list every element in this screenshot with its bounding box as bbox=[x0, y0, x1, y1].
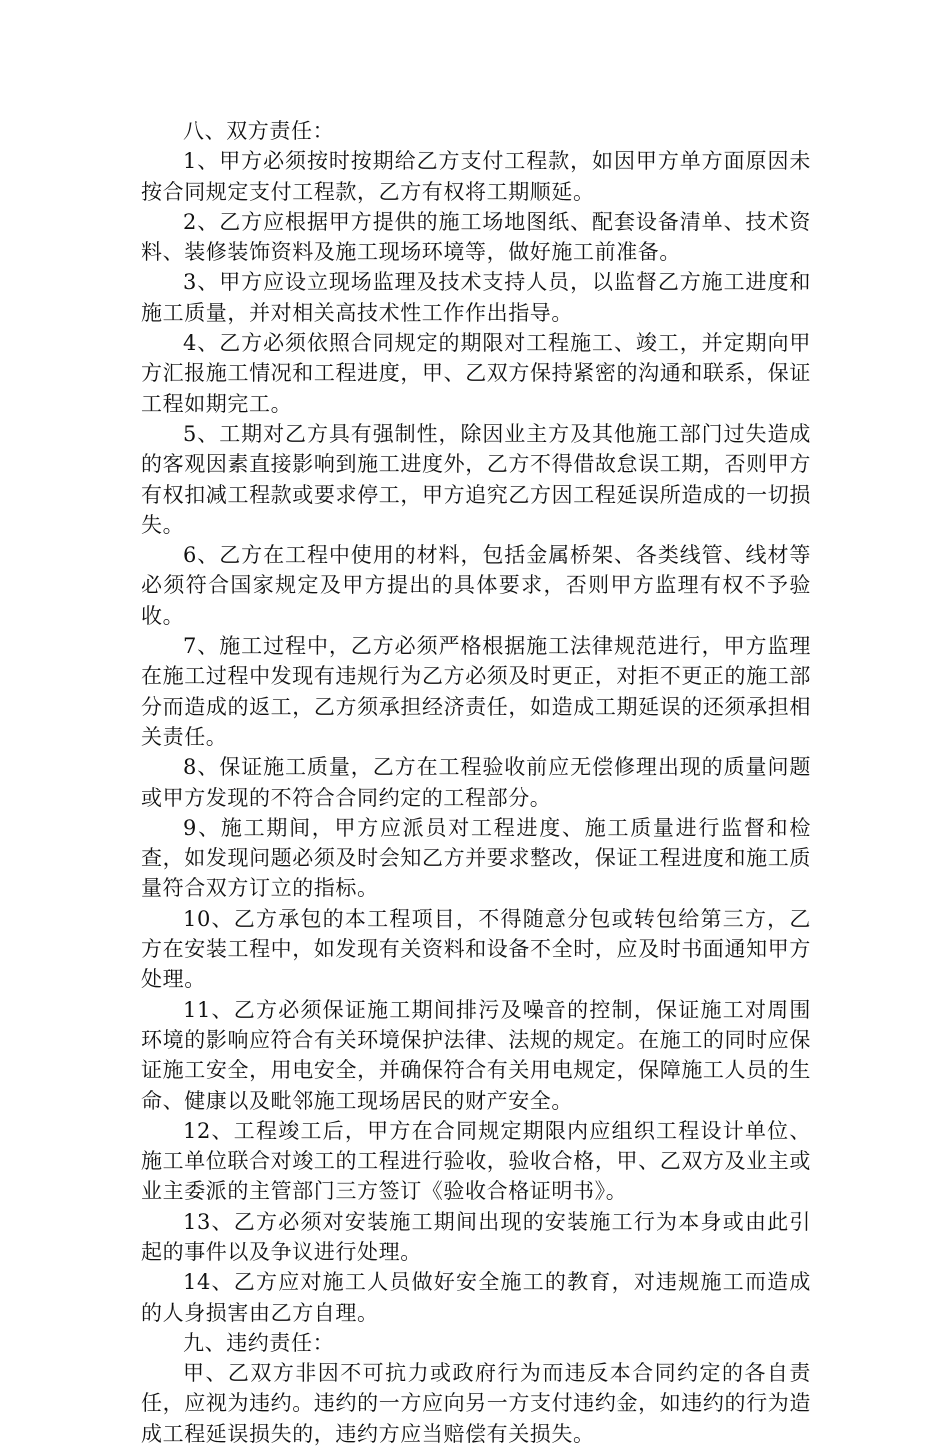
clause-12: 12、工程竣工后，甲方在合同规定期限内应组织工程设计单位、施工单位联合对竣工的工程进行验收，验收合格，甲、乙双方及业主或业主委派的主管部门三方签订《验收合格证明书》。 bbox=[141, 1118, 811, 1204]
clause-2: 2、乙方应根据甲方提供的施工场地图纸、配套设备清单、技术资料、装修装饰资料及施工现场环境等，做好施工前准备。 bbox=[141, 209, 811, 265]
clause-8: 8、保证施工质量，乙方在工程验收前应无偿修理出现的质量问题或甲方发现的不符合合同约定的工程部分。 bbox=[141, 755, 811, 810]
section-heading-responsibilities: 八、双方责任： bbox=[183, 119, 335, 143]
clause-11: 11、乙方必须保证施工期间排污及噪音的控制，保证施工对周围环境的影响应符合有关环境保护法律、法规的规定。在施工的同时应保证施工安全，用电安全，并确保符合有关用电规定，保障施工人员的生命、健康以及毗邻施工现场居民的财产安全。 bbox=[141, 997, 811, 1113]
clause-14: 14、乙方应对施工人员做好安全施工的教育，对违规施工而造成的人身损害由乙方自理。 bbox=[141, 1270, 811, 1325]
clause-5: 5、工期对乙方具有强制性，除因业主方及其他施工部门过失造成的客观因素直接影响到施工进度外，乙方不得借故怠误工期，否则甲方有权扣减工程款或要求停工，甲方追究乙方因工程延误所造成的一切损失。 bbox=[141, 421, 811, 537]
clause-7: 7、施工过程中，乙方必须严格根据施工法律规范进行，甲方监理在施工过程中发现有违规行为乙方必须及时更正，对拒不更正的施工部分而造成的返工，乙方须承担经济责任，如造成工期延误的还须承担相关责任。 bbox=[141, 634, 811, 749]
document-body bbox=[141, 116, 811, 1449]
clause-9: 9、施工期间，甲方应派员对工程进度、施工质量进行监督和检查，如发现问题必须及时会知乙方并要求整改，保证工程进度和施工质量符合双方订立的指标。 bbox=[141, 815, 811, 901]
breach-clause: 甲、乙双方非因不可抗力或政府行为而违反本合同约定的各自责任，应视为违约。违约的一方应向另一方支付违约金，如违约的行为造成工程延误损失的，违约方应当赔偿有关损失。 bbox=[141, 1361, 811, 1446]
clause-4: 4、乙方必须依照合同规定的期限对工程施工、竣工，并定期向甲方汇报施工情况和工程进度，甲、乙双方保持紧密的沟通和联系，保证工程如期完工。 bbox=[141, 331, 811, 416]
clause-1: 1、甲方必须按时按期给乙方支付工程款，如因甲方单方面原因未按合同规定支付工程款，乙方有权将工期顺延。 bbox=[141, 149, 811, 204]
clause-13: 13、乙方必须对安装施工期间出现的安装施工行为本身或由此引起的事件以及争议进行处理。 bbox=[141, 1209, 811, 1264]
clause-3: 3、甲方应设立现场监理及技术支持人员，以监督乙方施工进度和施工质量，并对相关高技术性工作作出指导。 bbox=[141, 270, 811, 325]
section-heading-breach: 九、违约责任： bbox=[183, 1330, 335, 1355]
clause-6: 6、乙方在工程中使用的材料，包括金属桥架、各类线管、线材等必须符合国家规定及甲方提出的具体要求，否则甲方监理有权不予验收。 bbox=[141, 543, 811, 628]
clause-10: 10、乙方承包的本工程项目，不得随意分包或转包给第三方，乙方在安装工程中，如发现有关资料和设备不全时，应及时书面通知甲方处理。 bbox=[141, 906, 811, 992]
